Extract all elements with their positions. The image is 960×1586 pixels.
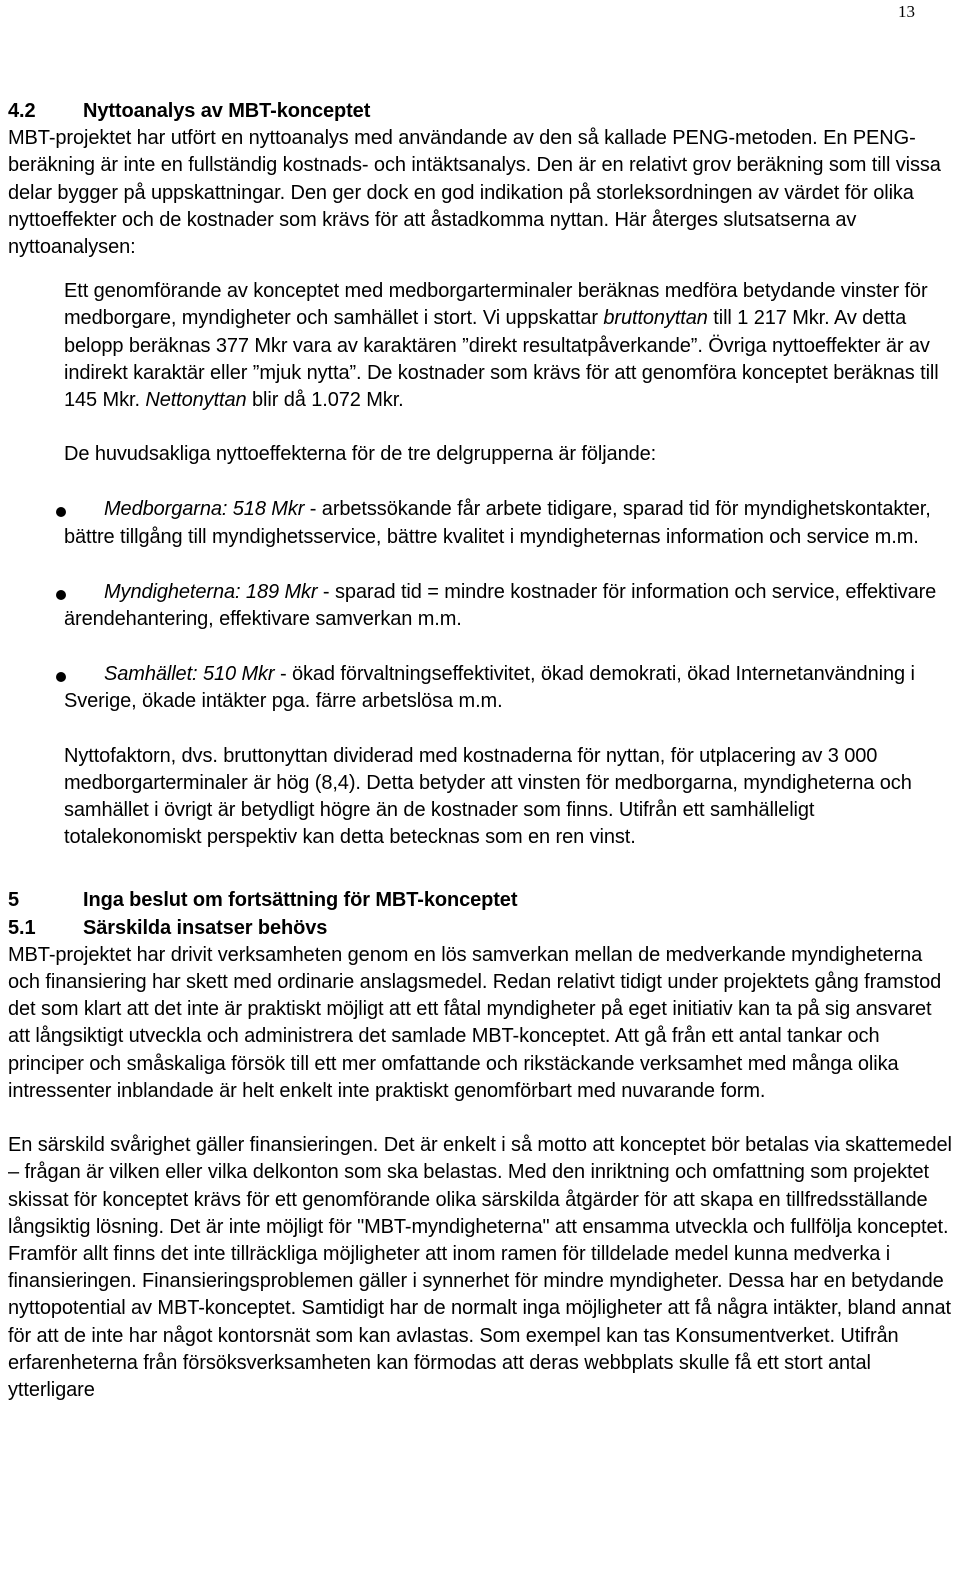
section-4-2-heading: [8, 98, 953, 125]
conclusion-text-c: blir då 1.072 Mkr.: [246, 389, 404, 412]
section-5-heading: [8, 887, 953, 914]
bullet-term: Samhället: 510 Mkr: [104, 663, 275, 686]
document-body: [8, 98, 953, 1404]
bruttonyttan-term: bruttonyttan: [603, 307, 708, 330]
conclusion-paragraph: [64, 278, 953, 414]
section-5-1-heading: [8, 915, 953, 942]
section-title: Särskilda insatser behövs: [83, 916, 328, 939]
page-number: 13: [898, 2, 915, 21]
section-5-1-paragraph-1: MBT-projektet har drivit verksamheten genom en lös samverkan mellan de medverkande myndigheterna och finansiering har skett med ordinarie anslagsmedel. Redan relativt tidigt under projektets gång framstod det som klart att det inte är praktiskt möjligt att ett fåtal myndigheter på eget initiativ kan ta på sig ansvaret att långsiktigt utveckla och administrera det samlade MBT-konceptet. Att gå från ett antal tankar och principer och småskaliga försök till ett mer omfattande och rikstäckande verksamhet med många olika intressenter inblandade är helt enkelt inte praktiskt genomförbart med nuvarande form.: [8, 943, 942, 1102]
bullet-item-myndigheterna: [64, 579, 953, 633]
bullet-text: - arbetssökande får arbete tidigare, sparad tid för myndighetskontakter, bättre tillgång till myndighetsservice, bättre kvalitet i myndigheternas information och service m.m.: [64, 498, 931, 548]
groups-intro: De huvudsakliga nyttoeffekterna för de tre delgrupperna är följande:: [64, 443, 657, 466]
conclusion-text-a: Ett genomförande av konceptet med medborgarterminaler beräknas medföra betydande vinster för medborgare, myndigheter och samhället i stort. Vi uppskattar: [64, 280, 928, 330]
section-5-1-paragraph-2: En särskild svårighet gäller finansieringen. Det är enkelt i så motto att konceptet bör betalas via skattemedel – frågan är vilken eller vilka delkonton som ska belastas. Med den inriktning och omfattning som projektet skissat för konceptet krävs för ett genomförande olika särskilda åtgärder för att skapa en tillfredsställande långsiktig lösning. Det är inte möjligt för "MBT-myndigheterna" att ensamma utveckla och fullfölja konceptet. Framför allt finns det inte tillräckliga möjligheter att inom ramen för tilldelade medel kunna medverka i finansieringen. Finansieringsproblemen gäller i synnerhet för mindre myndigheter. Dessa har en betydande nyttopotential av MBT-konceptet. Samtidigt har de normalt inga möjligheter att få några intäkter, bland annat för att de inte har något kontorsnät som kan avlastas. Som exempel kan tas Konsumentverket. Utifrån erfarenheterna från försöksverksamheten kan förmodas att deras webbplats skulle få ett stort antal ytterligare: [8, 1134, 952, 1401]
nyttofaktor-paragraph: Nyttofaktorn, dvs. bruttonyttan dividerad med kostnaderna för nyttan, för utplacering av 3 000 medborgarterminaler är hög (8,4). Detta betyder att vinsten för medborgarna, myndigheterna och samhället i övrigt är betydligt högre än de kostnader som finns. Utifrån ett samhälleligt totalekonomiskt perspektiv kan detta betecknas som en ren vinst.: [64, 744, 912, 849]
section-number: 5.1: [8, 916, 36, 939]
bullet-text: - ökad förvaltningseffektivitet, ökad demokrati, ökad Internetanvändning i Sverige, ökade intäkter pga. färre arbetslösa m.m.: [64, 663, 915, 713]
bullet-term: Myndigheterna: 189 Mkr: [104, 580, 318, 603]
conclusion-text-b: till 1 217 Mkr. Av detta belopp beräknas 377 Mkr vara av karaktären ”direkt resultatpåverkande”. Övriga nyttoeffekter är av indirekt karaktär eller ”mjuk nytta”. De kostnader som krävs för att genomföra konceptet beräknas till 145 Mkr.: [64, 307, 939, 412]
intro-paragraph: MBT-projektet har utfört en nyttoanalys med användande av den så kallade PENG-metoden. En PENG-beräkning är inte en fullständig kostnads- och intäktsanalys. Den är en relativt grov beräkning som till vissa delar bygger på uppskattningar. Den ger dock en god indikation på storleksordningen av värdet för olika nyttoeffekter och de kostnader som krävs för att åstadkomma nyttan. Här återges slutsatserna av nyttoanalysen:: [8, 127, 941, 259]
bullet-icon: [56, 590, 66, 600]
bullet-item-medborgarna: [64, 496, 953, 550]
section-title: Inga beslut om fortsättning för MBT-konceptet: [83, 889, 518, 912]
nettonyttan-term: Nettonyttan: [145, 389, 247, 412]
section-number: 5: [8, 889, 20, 912]
bullet-text: - sparad tid = mindre kostnader för information och service, effektivare ärendehantering, effektivare samverkan m.m.: [64, 580, 937, 631]
bullet-item-samhallet: [64, 661, 953, 715]
bullet-term: Medborgarna: 518 Mkr: [104, 498, 305, 521]
section-number: 4.2: [8, 100, 36, 122]
section-title: Nyttoanalys av MBT-konceptet: [83, 100, 371, 122]
